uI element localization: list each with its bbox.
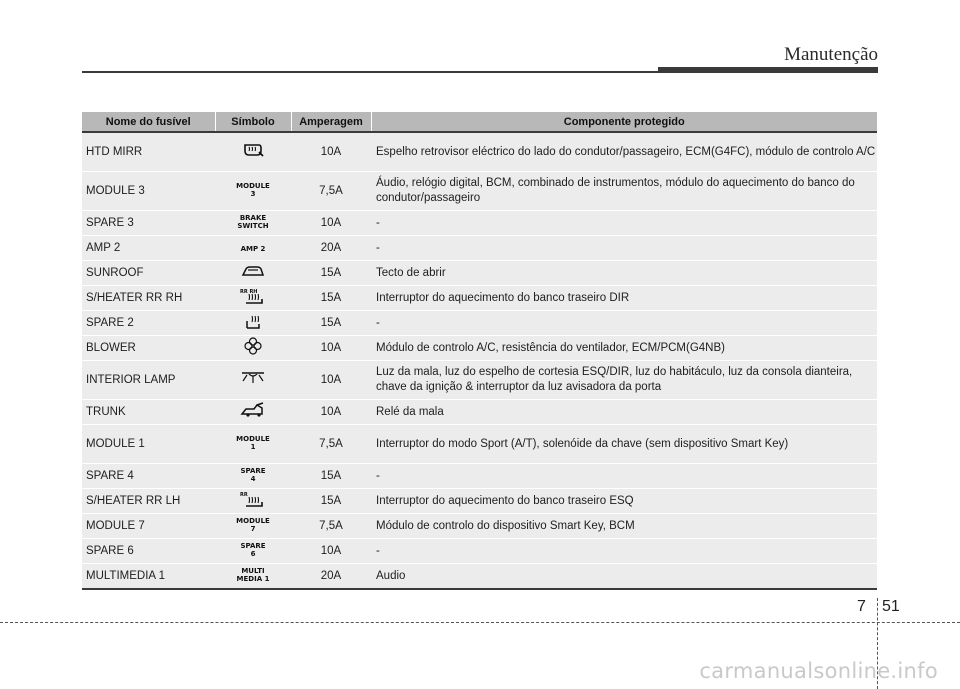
table-row <box>82 514 877 539</box>
fuse-name: SUNROOF <box>82 261 215 286</box>
interior-lamp-icon <box>240 371 266 390</box>
seat-heater-icon <box>244 312 262 335</box>
table-row <box>82 311 877 336</box>
fuse-component: - <box>371 211 877 236</box>
fuse-amperage: 7,5A <box>291 514 371 539</box>
fuse-component: Espelho retrovisor eléctrico do lado do condutor/passageiro, ECM(G4FC), módulo de controlo A/C <box>371 132 877 172</box>
table-row <box>82 400 877 425</box>
fuse-name: SPARE 2 <box>82 311 215 336</box>
table-row <box>82 132 877 172</box>
fuse-symbol <box>215 464 291 489</box>
fuse-amperage: 20A <box>291 564 371 590</box>
fuse-symbol-label: MODULE 3 <box>236 181 270 198</box>
fuse-symbol <box>215 286 291 311</box>
table-row <box>82 425 877 464</box>
seat-heater-rr-lh-icon <box>240 490 266 513</box>
column-header-symbol: Símbolo <box>215 112 291 132</box>
fuse-symbol-label: MODULE 1 <box>236 434 270 451</box>
footer-rule <box>0 622 960 623</box>
fuse-symbol <box>215 400 291 425</box>
sunroof-icon <box>241 264 265 283</box>
fuse-amperage: 7,5A <box>291 172 371 211</box>
fuse-symbol <box>215 261 291 286</box>
fuse-amperage: 10A <box>291 132 371 172</box>
table-row <box>82 236 877 261</box>
page-number: 51 <box>882 598 900 615</box>
fuse-symbol <box>215 425 291 464</box>
fuse-name: MODULE 1 <box>82 425 215 464</box>
fuse-symbol <box>215 211 291 236</box>
table-row <box>82 172 877 211</box>
fuse-component: Interruptor do aquecimento do banco traseiro DIR <box>371 286 877 311</box>
column-header-name: Nome do fusível <box>82 112 215 132</box>
fuse-name: SPARE 4 <box>82 464 215 489</box>
fuse-symbol-label: BRAKE SWITCH <box>237 213 269 230</box>
fuse-component: - <box>371 464 877 489</box>
fuse-symbol <box>215 236 291 261</box>
fuse-amperage: 15A <box>291 464 371 489</box>
fuse-symbol <box>215 311 291 336</box>
fuse-amperage: 10A <box>291 400 371 425</box>
table-row <box>82 261 877 286</box>
page-header-title: Manutenção <box>784 44 878 65</box>
fuse-component: Audio <box>371 564 877 590</box>
fuse-component: Módulo de controlo A/C, resistência do ventilador, ECM/PCM(G4NB) <box>371 336 877 361</box>
table-row <box>82 286 877 311</box>
heated-mirror-icon <box>242 143 264 162</box>
seat-heater-rr-rh-icon <box>240 287 266 310</box>
fuse-table-body <box>82 132 877 589</box>
fuse-component: Tecto de abrir <box>371 261 877 286</box>
trunk-icon <box>240 402 266 423</box>
fuse-symbol <box>215 336 291 361</box>
fuse-component: - <box>371 539 877 564</box>
fuse-name: HTD MIRR <box>82 132 215 172</box>
fuse-component: Interruptor do modo Sport (A/T), solenóide da chave (sem dispositivo Smart Key) <box>371 425 877 464</box>
fuse-component: Relé da mala <box>371 400 877 425</box>
fuse-symbol <box>215 564 291 590</box>
fuse-amperage: 7,5A <box>291 425 371 464</box>
fuse-component: Interruptor do aquecimento do banco traseiro ESQ <box>371 489 877 514</box>
table-row <box>82 489 877 514</box>
fuse-symbol-label: MODULE 7 <box>236 516 270 533</box>
fuse-name: SPARE 3 <box>82 211 215 236</box>
watermark: carmanualsonline.info <box>699 659 938 683</box>
svg-text:RR RH: RR RH <box>240 288 258 295</box>
fuse-component: Áudio, relógio digital, BCM, combinado de instrumentos, módulo do aquecimento do banco do condutor/passageiro <box>371 172 877 211</box>
fuse-component: Luz da mala, luz do espelho de cortesia ESQ/DIR, luz do habitáculo, luz da consola dianteira, chave da ignição & interruptor da luz avisadora da porta <box>371 361 877 400</box>
fuse-amperage: 10A <box>291 336 371 361</box>
fuse-name: MODULE 3 <box>82 172 215 211</box>
fuse-symbol-label: AMP 2 <box>240 244 266 253</box>
fuse-name: S/HEATER RR RH <box>82 286 215 311</box>
table-row <box>82 211 877 236</box>
fuse-amperage: 15A <box>291 311 371 336</box>
table-row <box>82 464 877 489</box>
fuse-amperage: 10A <box>291 361 371 400</box>
table-row <box>82 564 877 590</box>
fuse-name: SPARE 6 <box>82 539 215 564</box>
blower-fan-icon <box>244 337 262 360</box>
fuse-symbol <box>215 132 291 172</box>
fuse-symbol-label: SPARE 6 <box>240 541 266 558</box>
table-header-row <box>82 112 877 132</box>
fuse-amperage: 15A <box>291 261 371 286</box>
table-row <box>82 336 877 361</box>
fuse-symbol <box>215 489 291 514</box>
svg-text:RR: RR <box>240 491 248 498</box>
fuse-name: MULTIMEDIA 1 <box>82 564 215 590</box>
fuse-name: S/HEATER RR LH <box>82 489 215 514</box>
fuse-symbol <box>215 514 291 539</box>
fuse-name: INTERIOR LAMP <box>82 361 215 400</box>
fuse-amperage: 15A <box>291 489 371 514</box>
fuse-amperage: 20A <box>291 236 371 261</box>
header-rule-thick <box>658 67 878 73</box>
fuse-amperage: 10A <box>291 211 371 236</box>
fuse-symbol <box>215 361 291 400</box>
column-header-amperage: Amperagem <box>291 112 371 132</box>
fuse-symbol <box>215 539 291 564</box>
fuse-symbol-label: SPARE 4 <box>240 466 266 483</box>
fuse-component: - <box>371 311 877 336</box>
fuse-symbol <box>215 172 291 211</box>
table-row <box>82 361 877 400</box>
fuse-component: Módulo de controlo do dispositivo Smart Key, BCM <box>371 514 877 539</box>
table-row <box>82 539 877 564</box>
fuse-name: MODULE 7 <box>82 514 215 539</box>
fuse-name: AMP 2 <box>82 236 215 261</box>
fuse-amperage: 15A <box>291 286 371 311</box>
fuse-name: BLOWER <box>82 336 215 361</box>
fuse-amperage: 10A <box>291 539 371 564</box>
fuse-name: TRUNK <box>82 400 215 425</box>
chapter-number: 7 <box>857 598 866 615</box>
fuse-table <box>82 112 877 590</box>
column-header-component: Componente protegido <box>371 112 877 132</box>
header-rule <box>82 71 658 73</box>
fuse-component: - <box>371 236 877 261</box>
fuse-symbol-label: MULTI MEDIA 1 <box>236 566 270 583</box>
